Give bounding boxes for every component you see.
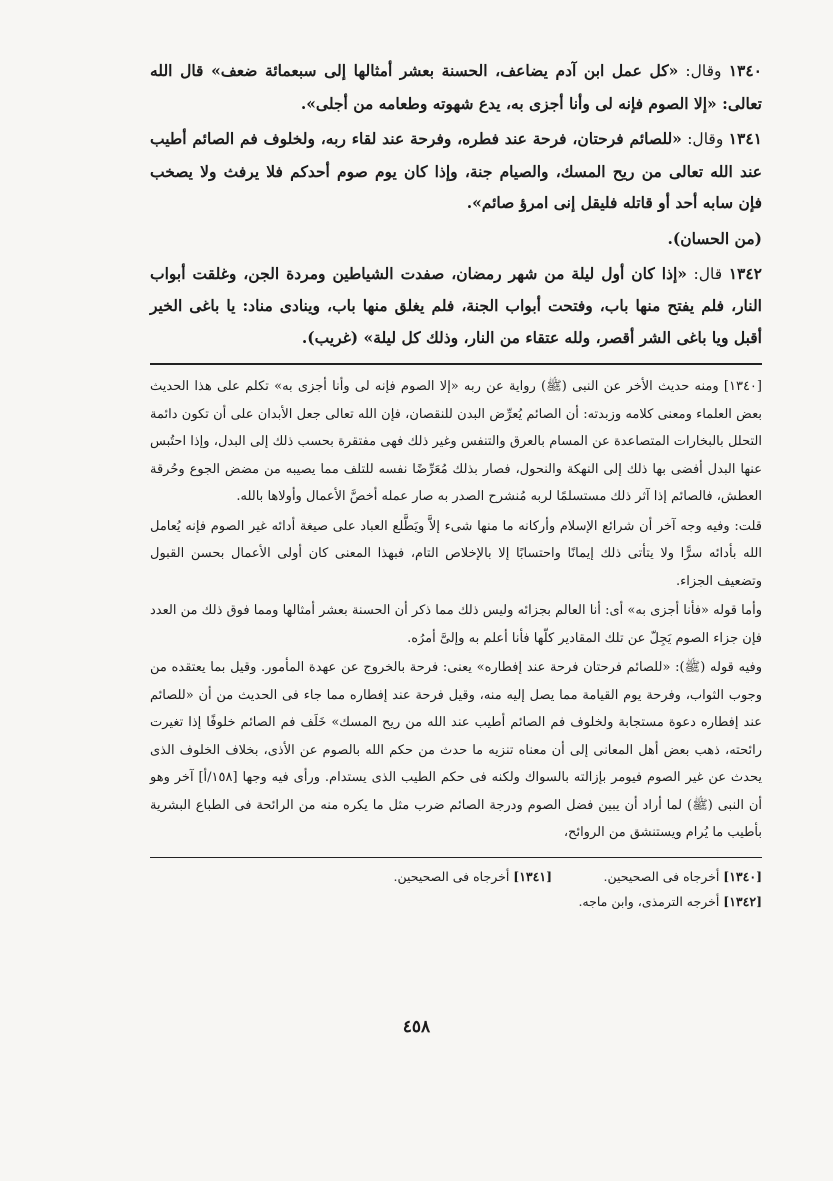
section-divider [150, 363, 762, 365]
hadith-text: «إذا كان أول ليلة من شهر رمضان، صفدت الشياطين ومردة الجن، وغلقت أبواب النار، فلم يفتح منها باب، وفتحت أبواب الجنة، فلم يغلق منها باب، وينادى مناد: يا باغى الخير أقبل ويا باغى الشر أقصر، ولله عتقاء من النار، وذلك كل ليلة» (غريب). [150, 263, 762, 347]
hadith-1342 [150, 258, 762, 354]
hadith-text: «كل عمل ابن آدم يضاعف، الحسنة بعشر أمثالها إلى سبعمائة ضعف» قال الله تعالى: «إلا الصوم فإنه لى وأنا أجزى به، يدع شهوته وطعامه من أجلى». [150, 61, 762, 113]
hadith-text: «للصائم فرحتان، فرحة عند فطره، وفرحة عند لقاء ربه، ولخلوف فم الصائم أطيب عند الله تعالى من ريح المسك، والصيام جنة، وإذا كان يوم صوم أحدكم فلا يرفث ولا يصخب فإن سابه أحد أو قاتله فليقل إنى امرؤ صائم». [150, 129, 762, 212]
hadith-number: ١٣٤٢ [728, 263, 762, 283]
footnotes-divider [150, 857, 762, 858]
footnotes [150, 864, 762, 914]
commentary-paragraph: وفيه قوله (ﷺ): «للصائم فرحتان فرحة عند إفطاره» يعنى: فرحة بالخروج عن عهدة المأمور. وقيل بما يعتقده من وجوب الثواب، وفرحة يوم القيامة مما يصل إليه منه، وقيل فرحة عند إفطاره مما جاء فى الحديث من أن «للصائم عند إفطاره دعوة مستجابة ولخلوف فم الصائم أطيب عند الله من ريح المسك» خَلَف فم الصائم خلوفًا إذا تغيرت رائحته، ذهب بعض أهل المعانى إلى أن معناه تنزيه ما حدث من حكم الله بالصوم عن الأذى، بخلاف الخلوف الذى يحدث عن غير الصوم فيومر بإزالته بالسواك ولكنه فى حكم الطيب الذى يستدام. ورأى فيه وجها [١٥٨/أ] آخر وهو أن النبى (ﷺ) لما أراد أن يبين فضل الصوم ودرجة الصائم ضرب مثل ما يكره منه من الرائحة فى الطباع البشرية بأطيب ما يُرام ويستنشق من الروائح، [150, 660, 762, 840]
footnote-1341: [١٣٤١] أخرجاه فى الصحيحين. [393, 868, 552, 884]
footnote-1342: [١٣٤٢] أخرجه الترمذى، وابن ماجه. [578, 893, 762, 909]
commentary-paragraph: قلت: وفيه وجه آخر أن شرائع الإسلام وأركانه ما منها شىء إلاَّ ويَطَّلع العباد على صيغة أدائه غير الصوم فإنه يُعامل الله بأدائه سرًّا ولا يتأتى ذلك إيمانًا واحتسابًا إلا بالإخلاص التام، فبهذا المعنى كان أولى الأعمال بحسن القبول وتضعيف الجزاء. [150, 518, 762, 589]
hadith-number: ١٣٤١ [728, 129, 762, 148]
hadith-number: ١٣٤٠ [728, 61, 762, 80]
hadith-grade: (من الحسان). [667, 228, 762, 248]
page-body [150, 55, 762, 914]
page-number: ٤٥٨ [402, 1017, 431, 1037]
commentary-paragraph: وأما قوله «فأنا أجزى به» أى: أنا العالم بجزائه وليس ذلك مما ذكر أن الحسنة بعشر أمثالها ومما فوق ذلك من العدد فإن جزاء الصوم يَجِلّ عن تلك المقادير كلّها فأنا أعلم به وإلىَّ أمرُه. [150, 603, 762, 646]
footnote-1340: [١٣٤٠] أخرجاه فى الصحيحين. [603, 868, 762, 884]
hadith-lead: وقال: [681, 130, 729, 148]
hadith-lead: قال: [687, 264, 729, 283]
hadith-1340 [150, 55, 762, 119]
commentary-paragraph: [١٣٤٠] ومنه حديث الأخر عن النبى (ﷺ) رواية عن ربه «إلا الصوم فإنه لى وأنا أجزى به» تكلم على هذا الحديث بعض العلماء ومعنى كلامه وزبدته: أن الصائم يُعرِّض البدن للنقصان، فإن الله تعالى جعل الأبدان على أن تكون دائمة التحلل بالبخارات المتصاعدة عن المسام بالعرق والتنفس وغير ذلك فهى مفتقرة بحسب ذلك إلى البدل، وإذا احتُبس عنها البدل أفضى بها ذلك إلى النهكة والنحول، فصار بذلك مُعَرِّضًا نفسه للتلف مما يصيبه من مضض الجوع وحُرقة العطش، فالصائم إذا آثر ذلك مستسلمًا لربه مُنشرح الصدر به صار عمله أخصَّ الأعمال وأولاها بالله. [150, 379, 762, 504]
hadith-lead: وقال: [678, 62, 729, 80]
hadith-1341 [150, 123, 762, 219]
